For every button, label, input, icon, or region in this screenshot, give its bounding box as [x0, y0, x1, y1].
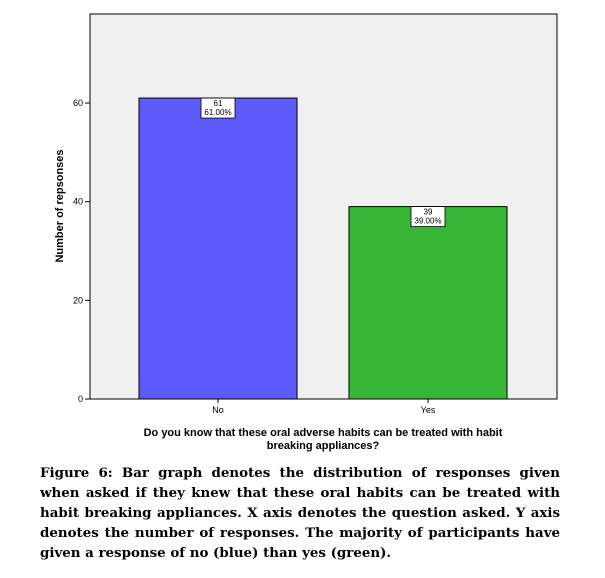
y-axis-title: Number of repsonses: [54, 149, 66, 263]
x-axis-title-line2: breaking appliances?: [266, 440, 380, 452]
data-label-percent: 39.00%: [414, 216, 442, 226]
figure-caption: Figure 6: Bar graph denotes the distribution of responses given when asked if they knew that these oral habits can be treated with habit breaking appliances. X axis denotes the question asked. Y axis denotes the number of responses. The majority of participants have given a response of no (blue) than yes (green).: [40, 465, 560, 561]
y-tick-label: 40: [72, 196, 83, 207]
y-tick-label: 0: [77, 394, 83, 404]
data-label-count: 39: [423, 207, 433, 217]
y-tick-label: 60: [72, 98, 83, 108]
y-axis: [73, 98, 90, 404]
data-label-count: 61: [213, 99, 223, 109]
x-tick-label: No: [212, 405, 224, 415]
y-tick-label: 20: [72, 295, 83, 306]
bar-no: [139, 98, 297, 399]
x-tick-label: Yes: [420, 405, 436, 415]
x-axis: [212, 399, 436, 415]
x-axis-title-line1: Do you know that these oral adverse habits can be treated with habit: [143, 427, 503, 439]
bar-yes: [349, 207, 507, 399]
data-label-percent: 61.00%: [204, 108, 232, 118]
